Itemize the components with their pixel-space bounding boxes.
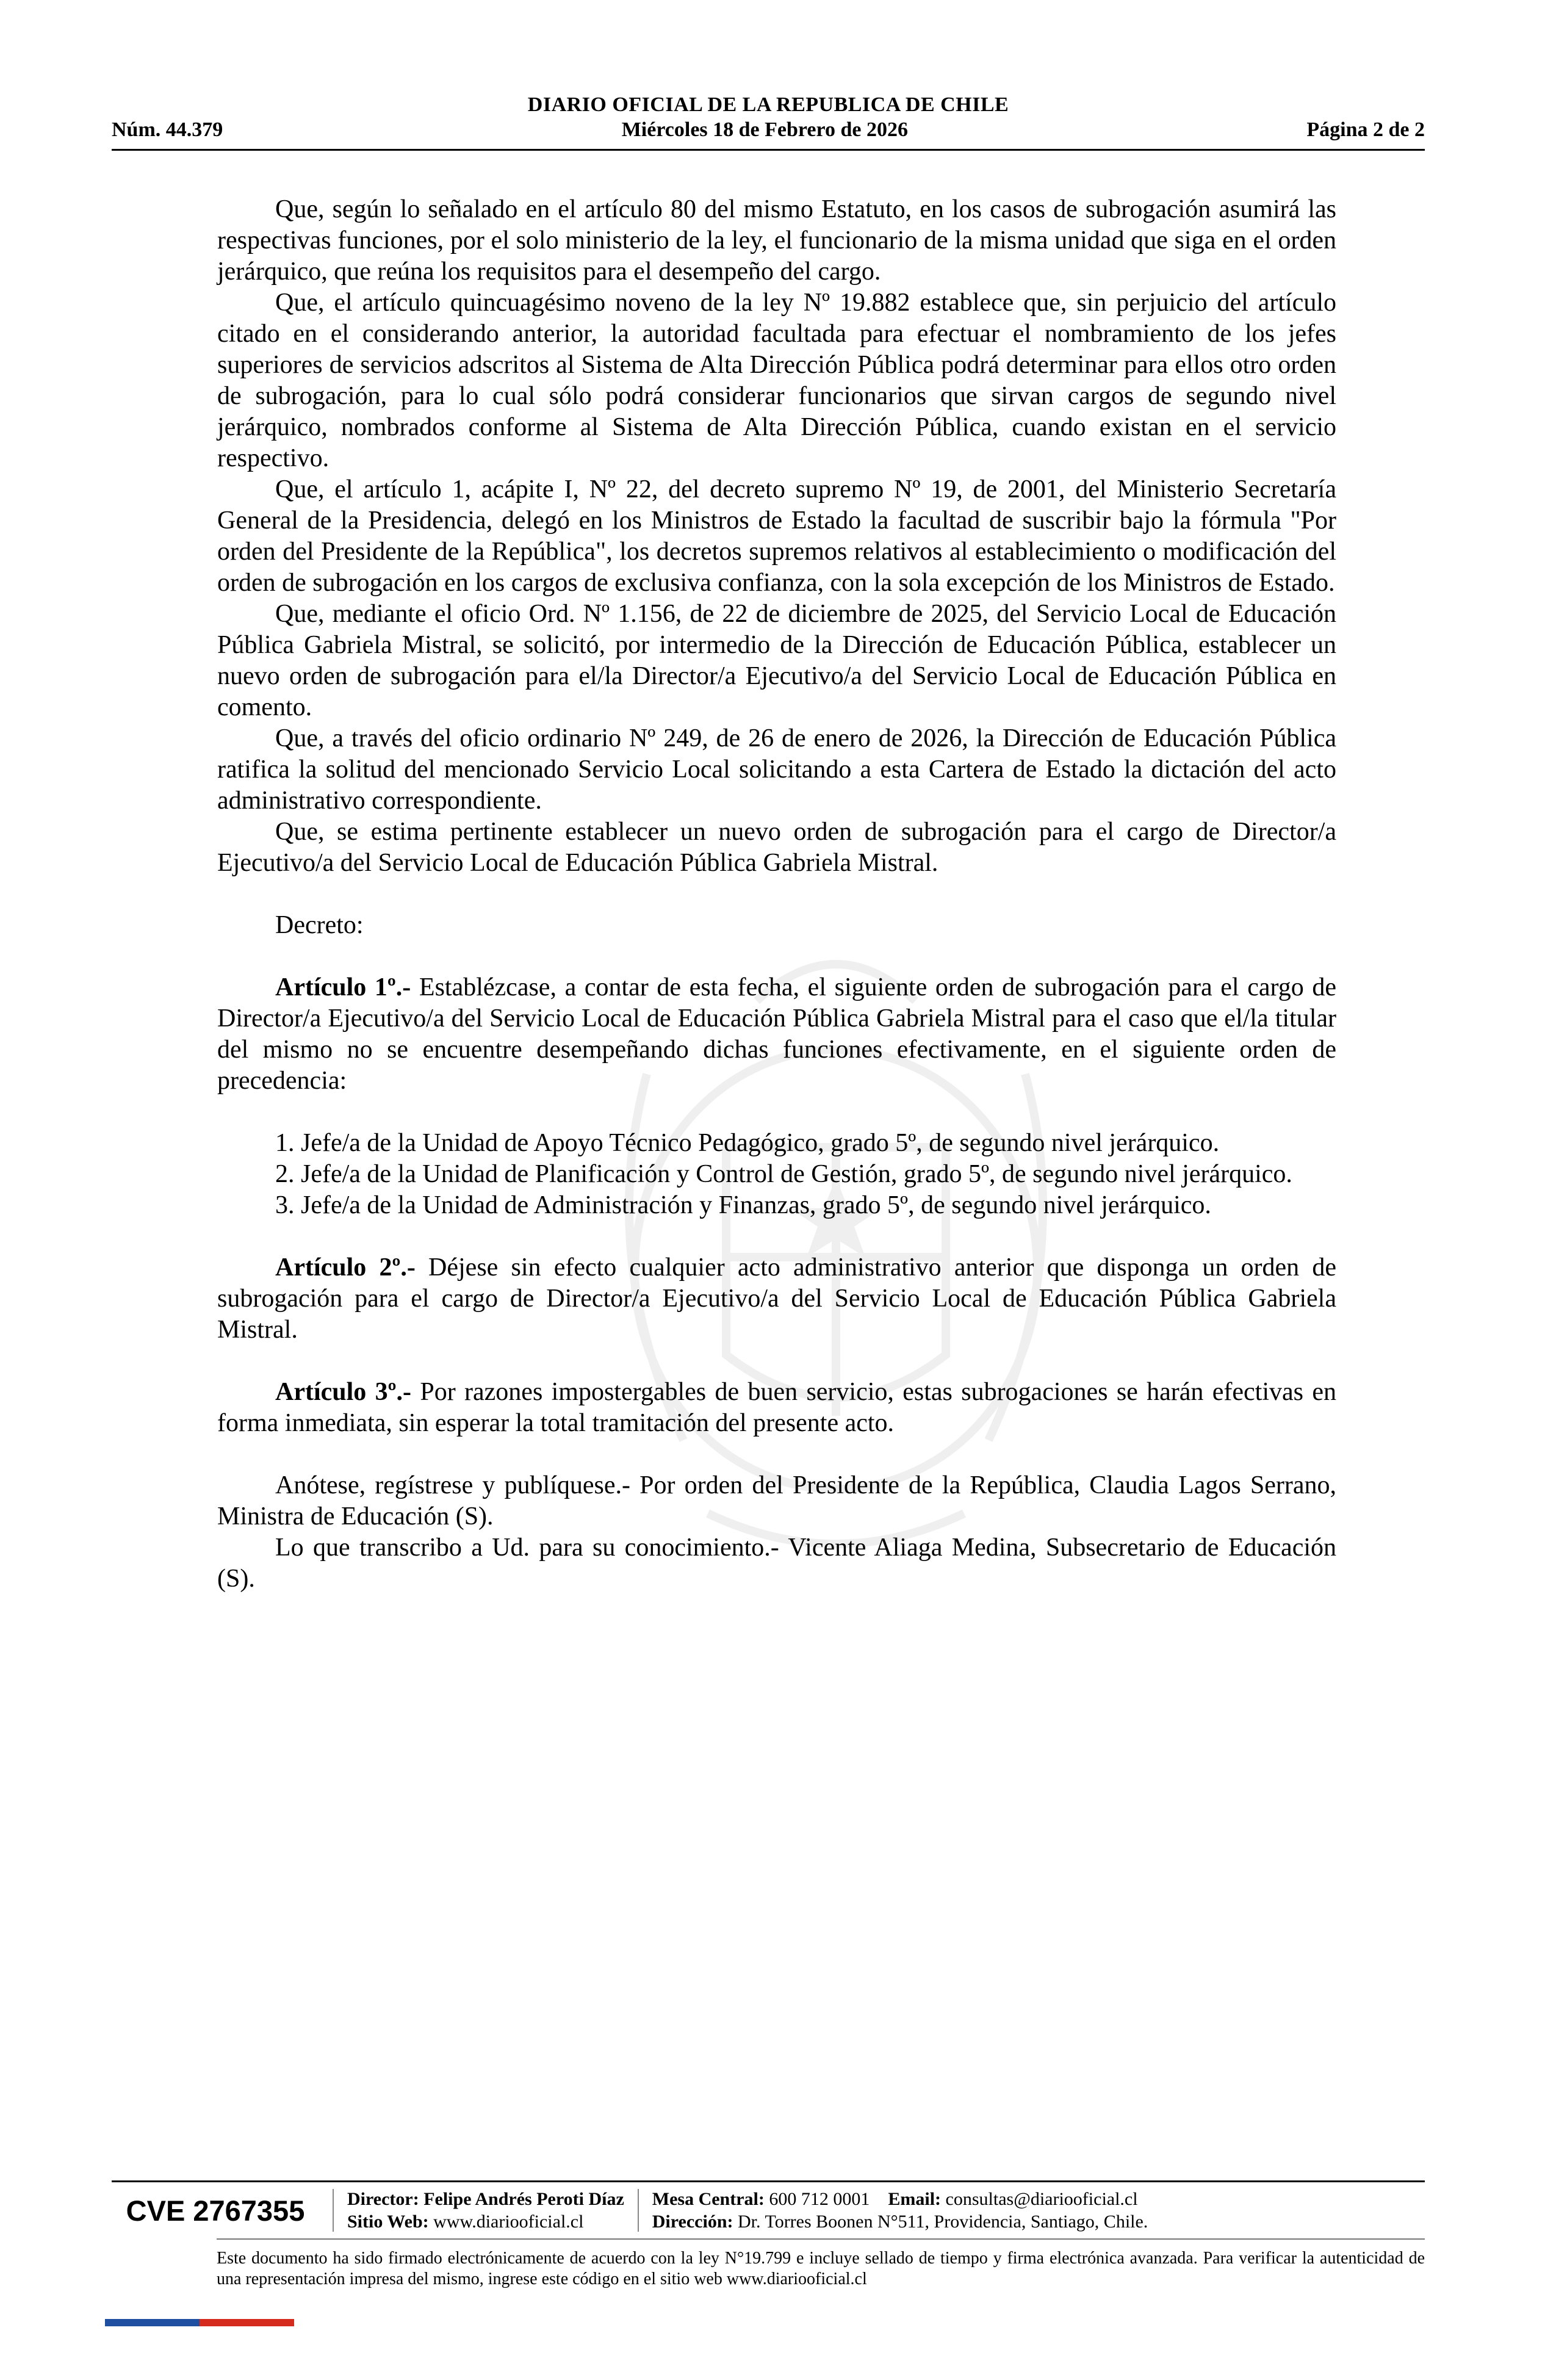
flag-red-segment (200, 2319, 294, 2326)
gazette-title: DIARIO OFICIAL DE LA REPUBLICA DE CHILE (527, 93, 1009, 116)
paragraph: Que, se estima pertinente establecer un nuevo orden de subrogación para el cargo de Director/a Ejecutivo/a del Servicio Local de Educación Pública Gabriela Mistral. (217, 818, 1336, 877)
paragraph: Que, a través del oficio ordinario Nº 249, de 26 de enero de 2026, la Dirección de Educación Pública ratifica la solitud del mencionado Servicio Local solicitando a esta Cartera de Estado la dictación del acto administrativo correspondiente. (217, 724, 1336, 815)
article-2 (217, 1252, 1336, 1346)
article-heading: Artículo 3º.- (275, 1378, 411, 1406)
article-heading: Artículo 1º.- (275, 973, 411, 1001)
address-label: Dirección: (652, 2212, 733, 2232)
mesa-label: Mesa Central: (652, 2189, 765, 2209)
page-footer (112, 2180, 1425, 2290)
footer-director-block (347, 2188, 624, 2233)
paragraph: Que, el artículo quincuagésimo noveno de la ley Nº 19.882 establece que, sin perjuicio del artículo citado en el considerando anterior, la autoridad facultada para efectuar el nombramiento de los jefes superiores de servicios adscritos al Sistema de Alta Dirección Pública podrá determinar para ellos otro orden de subrogación, para lo cual sólo podrá considerar funcionarios que sirvan cargos de segundo nivel jerárquico, nombrados conforme al Sistema de Alta Dirección Pública, cuando existan en el servicio respectivo. (217, 289, 1336, 472)
cve-code: CVE 2767355 (126, 2194, 305, 2227)
address-value: Dr. Torres Boonen N°511, Providencia, Santiago, Chile. (738, 2212, 1148, 2232)
footer-divider (638, 2189, 639, 2232)
article-1 (217, 972, 1336, 1097)
footer-contact-block (652, 2188, 1148, 2233)
article-3 (217, 1377, 1336, 1439)
website-label: Sitio Web: (347, 2212, 429, 2232)
closing-paragraph: Lo que transcribo a Ud. para su conocimiento.- Vicente Aliaga Medina, Subsecretario de Educación (S). (217, 1534, 1336, 1593)
decreto-label: Decreto: (275, 911, 364, 939)
header-rule (112, 149, 1425, 151)
mesa-phone: 600 712 0001 (769, 2189, 870, 2209)
document-body (217, 194, 1336, 1595)
footer-band (112, 2182, 1425, 2238)
page-header (112, 93, 1425, 143)
article-text: Establézcase, a contar de esta fecha, el siguiente orden de subrogación para el cargo de Director/a Ejecutivo/a del Servicio Local de Educación Pública Gabriela Mistral para el caso que el/la titular del mismo no se encuentre desempeñando dichas funciones efectivamente, en el siguiente orden de precedencia: (217, 973, 1336, 1095)
flag-blue-segment (105, 2319, 200, 2326)
issue-number: Núm. 44.379 (112, 118, 223, 141)
article-text: Por razones impostergables de buen servicio, estas subrogaciones se harán efectivas en forma inmediata, sin esperar la total tramitación del presente acto. (217, 1378, 1336, 1437)
closing-paragraph: Anótese, regístrese y publíquese.- Por orden del Presidente de la República, Claudia Lagos Serrano, Ministra de Educación (S). (217, 1471, 1336, 1531)
website-link[interactable]: www.diariooficial.cl (433, 2212, 584, 2232)
director-label: Director: (347, 2189, 419, 2209)
signature-note: Este documento ha sido firmado electrónicamente de acuerdo con la ley N°19.799 e incluye sellado de tiempo y firma electrónica avanzada. Para verificar la autenticidad de una representación impresa del mismo, ingrese este código en el sitio web www.diariooficial.cl (217, 2249, 1425, 2288)
email-label: Email: (888, 2189, 942, 2209)
issue-date: Miércoles 18 de Febrero de 2026 (621, 118, 908, 141)
header-row (112, 117, 1425, 143)
precedence-item: 3. Jefe/a de la Unidad de Administración y Finanzas, grado 5º, de segundo nivel jerárquico. (275, 1191, 1211, 1219)
footer-divider (333, 2189, 334, 2232)
precedence-item: 2. Jefe/a de la Unidad de Planificación y Control de Gestión, grado 5º, de segundo nivel jerárquico. (275, 1160, 1292, 1188)
article-heading: Artículo 2º.- (275, 1253, 416, 1282)
paragraph: Que, el artículo 1, acápite I, Nº 22, del decreto supremo Nº 19, de 2001, del Ministerio Secretaría General de la Presidencia, delegó en los Ministros de Estado la facultad de suscribir bajo la fórmula "Por orden del Presidente de la República", los decretos supremos relativos al establecimiento o modificación del orden de subrogación en los cargos de exclusiva confianza, con la sola excepción de los Ministros de Estado. (217, 475, 1336, 597)
article-text: Déjese sin efecto cualquier acto administrativo anterior que disponga un orden de subrogación para el cargo de Director/a Ejecutivo/a del Servicio Local de Educación Pública Gabriela Mistral. (217, 1253, 1336, 1344)
paragraph: Que, según lo señalado en el artículo 80 del mismo Estatuto, en los casos de subrogación asumirá las respectivas funciones, por el solo ministerio de la ley, el funcionario de la misma unidad que siga en el orden jerárquico, que reúna los requisitos para el desempeño del cargo. (217, 195, 1336, 286)
precedence-item: 1. Jefe/a de la Unidad de Apoyo Técnico Pedagógico, grado 5º, de segundo nivel jerárquico. (275, 1129, 1220, 1157)
email-link[interactable]: consultas@diariooficial.cl (945, 2189, 1138, 2209)
flag-color-bar (105, 2319, 294, 2326)
paragraph: Que, mediante el oficio Ord. Nº 1.156, de 22 de diciembre de 2025, del Servicio Local de Educación Pública Gabriela Mistral, se solicitó, por intermedio de la Dirección de Educación Pública, establecer un nuevo orden de subrogación para el/la Director/a Ejecutivo/a del Servicio Local de Educación Pública en comento. (217, 600, 1336, 721)
page-indicator: Página 2 de 2 (1306, 118, 1425, 141)
director-name: Felipe Andrés Peroti Díaz (423, 2189, 624, 2209)
